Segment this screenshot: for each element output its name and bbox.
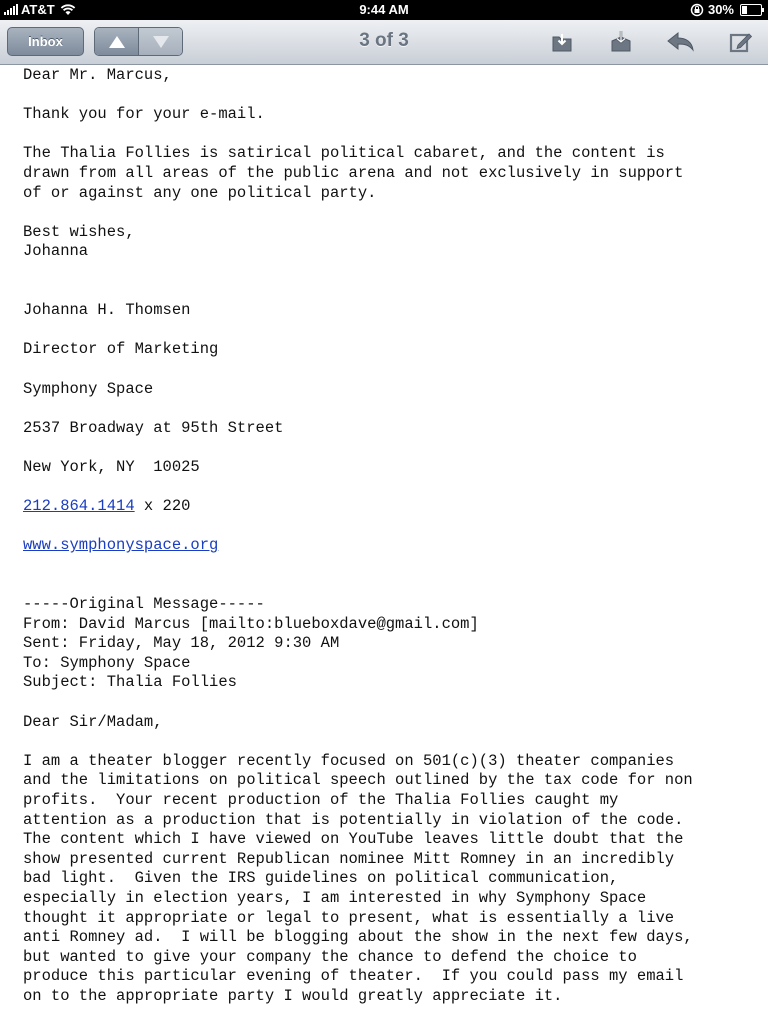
original-body-line: but wanted to give your company the chance to defend the choice to [23,947,637,966]
clock: 9:44 AM [359,2,409,17]
paragraph-line: drawn from all areas of the public arena and not exclusively in support [23,163,684,182]
carrier-label: AT&T [21,2,55,17]
archive-icon[interactable] [608,29,634,55]
signature-name: Johanna H. Thomsen [23,301,191,320]
signature-website-line [23,536,753,556]
rotation-lock-icon [690,3,704,17]
signature-phone-line [23,497,753,517]
signature-city: New York, NY 10025 [23,457,200,476]
compose-icon[interactable] [728,29,754,55]
original-message-header: -----Original Message----- [23,595,265,614]
original-body-line: bad light. Given the IRS guidelines on political communication, [23,869,619,888]
original-body-line: profits. Your recent production of the Thalia Follies caught my [23,790,619,809]
original-sent: Sent: Friday, May 18, 2012 9:30 AM [23,634,340,653]
original-to: To: Symphony Space [23,653,191,672]
original-greeting: Dear Sir/Madam, [23,712,163,731]
signoff-name: Johanna [23,242,89,261]
thanks-line: Thank you for your e-mail. [23,105,265,124]
original-body-line: show presented current Republican nominee Mitt Romney in an incredibly [23,849,675,868]
reply-icon[interactable] [666,29,696,55]
status-bar [0,0,768,20]
original-body-line: on to the appropriate party I would greatly appreciate it. [23,986,563,1005]
battery-icon [740,4,762,16]
phone-link[interactable]: 212.864.1414 [23,497,135,516]
toolbar [0,20,768,65]
original-subject: Subject: Thalia Follies [23,673,237,692]
inbox-button[interactable]: Inbox [7,27,84,56]
signature-address: 2537 Broadway at 95th Street [23,418,284,437]
arrow-down-icon [153,36,169,48]
original-body-line: I am a theater blogger recently focused on 501(c)(3) theater companies [23,751,675,770]
phone-extension: x 220 [134,497,191,516]
original-body-line: and the limitations on political speech outlined by the tax code for non [23,771,693,790]
battery-percent: 30% [707,2,734,17]
arrow-up-icon [109,36,125,48]
signoff: Best wishes, [23,222,135,241]
original-body-line: anti Romney ad. I will be blogging about the show in the next few days, [23,928,693,947]
message-navigation [94,27,183,56]
original-body-line: produce this particular evening of theater. If you could pass my email [23,967,684,986]
signature-org: Symphony Space [23,379,154,398]
original-from: From: David Marcus [mailto:blueboxdave@gmail.com] [23,614,479,633]
next-message-button[interactable] [138,28,182,55]
paragraph-line: The Thalia Follies is satirical political cabaret, and the content is [23,144,665,163]
paragraph-line: of or against any one political party. [23,183,377,202]
original-body-line: thought it appropriate or legal to present, what is essentially a live [23,908,675,927]
email-body [23,66,753,1007]
previous-message-button[interactable] [95,28,138,55]
original-body-line: especially in election years, I am interested in why Symphony Space [23,888,647,907]
website-link[interactable]: www.symphonyspace.org [23,536,219,555]
original-body-line: The content which I have viewed on YouTube leaves little doubt that the [23,830,684,849]
folder-move-icon[interactable] [549,29,575,55]
original-body-line: attention as a production that is potentially in violation of the code. [23,810,684,829]
message-position: 3 of 3 [359,30,409,51]
signature-title: Director of Marketing [23,340,219,359]
greeting: Dear Mr. Marcus, [23,66,172,84]
